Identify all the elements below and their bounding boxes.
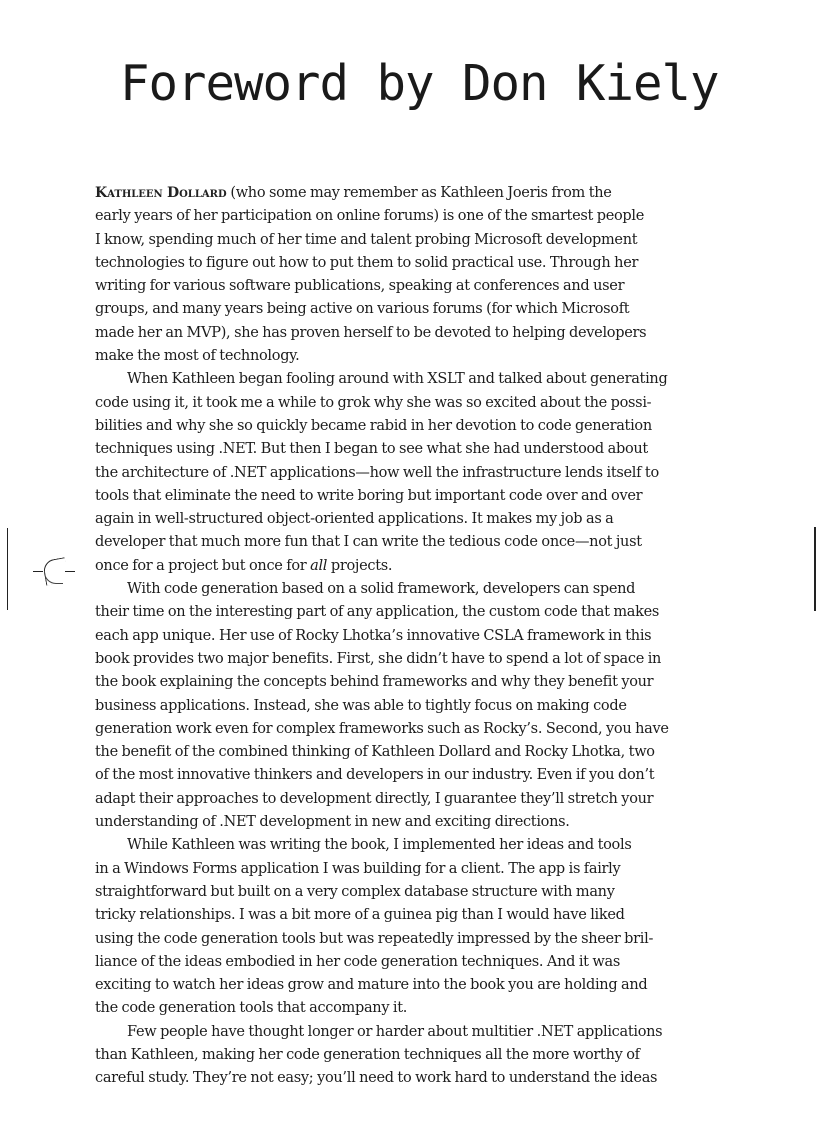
paragraph <box>95 182 695 368</box>
text-line <box>95 555 695 578</box>
text-line <box>95 368 695 391</box>
text-run: of the most innovative thinkers and developers in our industry. Even if you don’t <box>95 767 655 784</box>
paragraph <box>95 578 695 834</box>
text-line <box>95 182 695 205</box>
text-run: writing for various software publications, speaking at conferences and user <box>95 278 625 295</box>
text-run: make the most of technology. <box>95 348 300 365</box>
text-run: careful study. They’re not easy; you’ll need to work hard to understand the ideas <box>95 1070 658 1087</box>
text-line <box>95 625 695 648</box>
text-run: exciting to watch her ideas grow and mature into the book you are holding and <box>95 977 648 994</box>
text-line <box>95 438 695 461</box>
text-run: the architecture of .NET applications—how well the infrastructure lends itself to <box>95 464 659 481</box>
text-run: liance of the ideas embodied in her code generation techniques. And it was <box>95 953 621 970</box>
text-run: While Kathleen was writing the book, I implemented her ideas and tools <box>127 837 632 854</box>
text-run: techniques using .NET. But then I began to see what she had understood about <box>95 441 648 458</box>
text-run: generation work even for complex frameworks such as Rocky’s. Second, you have <box>95 720 669 737</box>
text-line <box>95 485 695 508</box>
text-line <box>95 601 695 624</box>
text-line <box>95 974 695 997</box>
text-run: tricky relationships. I was a bit more of a guinea pig than I would have liked <box>95 907 625 924</box>
text-run: the benefit of the combined thinking of Kathleen Dollard and Rocky Lhotka, two <box>95 744 655 761</box>
text-line <box>95 415 695 438</box>
lead-in-name: Kathleen Dollard <box>95 185 227 201</box>
text-line <box>95 392 695 415</box>
text-run: groups, and many years being active on various forums (for which Microsoft <box>95 301 630 318</box>
crop-mark-left <box>7 528 8 610</box>
text-run: understanding of .NET development in new and exciting directions. <box>95 814 570 831</box>
text-run: tools that eliminate the need to write boring but important code over and over <box>95 487 643 504</box>
text-run: the code generation tools that accompany it. <box>95 1000 408 1017</box>
text-line <box>95 648 695 671</box>
text-line <box>95 298 695 321</box>
text-run: made her an MVP), she has proven herself to be devoted to helping developers <box>95 324 647 341</box>
text-line <box>95 1021 695 1044</box>
text-run: When Kathleen began fooling around with XSLT and talked about generating <box>127 371 668 388</box>
foreword-body <box>95 182 695 1091</box>
text-line <box>95 252 695 275</box>
text-run: than Kathleen, making her code generation techniques all the more worthy of <box>95 1046 640 1063</box>
text-line <box>95 928 695 951</box>
text-line <box>95 322 695 345</box>
text-run: technologies to figure out how to put them to solid practical use. Through her <box>95 254 639 271</box>
paragraph <box>95 368 695 578</box>
text-line <box>95 695 695 718</box>
text-line <box>95 858 695 881</box>
text-run: using the code generation tools but was repeatedly impressed by the sheer bril- <box>95 930 654 947</box>
text-line <box>95 718 695 741</box>
text-run: I know, spending much of her time and talent probing Microsoft development <box>95 231 638 248</box>
emphasis: all <box>310 557 328 574</box>
text-run: adapt their approaches to development directly, I guarantee they’ll stretch your <box>95 790 654 807</box>
text-line <box>95 834 695 857</box>
crop-mark-dash <box>65 571 75 572</box>
text-run: the book explaining the concepts behind frameworks and why they benefit your <box>95 674 654 691</box>
text-line <box>95 508 695 531</box>
text-run: (who some may remember as Kathleen Joeris from the <box>226 185 612 201</box>
text-line <box>95 462 695 485</box>
text-run: their time on the interesting part of any application, the custom code that makes <box>95 604 660 621</box>
paragraph <box>95 1021 695 1091</box>
crop-mark-dash <box>33 571 43 572</box>
text-line <box>95 1067 695 1090</box>
text-run: business applications. Instead, she was able to tightly focus on making code <box>95 697 627 714</box>
page-title: Foreword by Don Kiely <box>120 55 719 112</box>
text-line <box>95 764 695 787</box>
text-line <box>95 904 695 927</box>
text-line <box>95 345 695 368</box>
text-line <box>95 671 695 694</box>
text-line <box>95 811 695 834</box>
text-run: With code generation based on a solid framework, developers can spend <box>127 581 636 598</box>
text-run: once for a project but once for <box>95 557 311 574</box>
text-run: each app unique. Her use of Rocky Lhotka’s innovative CSLA framework in this <box>95 627 652 644</box>
text-line <box>95 275 695 298</box>
text-line <box>95 578 695 601</box>
text-line <box>95 205 695 228</box>
paragraph <box>95 834 695 1020</box>
text-run: bilities and why she so quickly became rabid in her devotion to code generation <box>95 417 652 434</box>
text-line <box>95 881 695 904</box>
text-line <box>95 951 695 974</box>
text-run: projects. <box>327 557 393 574</box>
text-run: developer that much more fun that I can write the tedious code once—not just <box>95 534 642 551</box>
text-run: again in well-structured object-oriented applications. It makes my job as a <box>95 511 614 528</box>
text-run: straightforward but built on a very complex database structure with many <box>95 883 615 900</box>
text-line <box>95 741 695 764</box>
text-run: in a Windows Forms application I was building for a client. The app is fairly <box>95 860 621 877</box>
text-line <box>95 788 695 811</box>
text-line <box>95 997 695 1020</box>
text-line <box>95 229 695 252</box>
text-line <box>95 1044 695 1067</box>
text-run: code using it, it took me a while to grok why she was so excited about the possi- <box>95 394 652 411</box>
text-line <box>95 531 695 554</box>
text-run: book provides two major benefits. First, she didn’t have to spend a lot of space in <box>95 650 662 667</box>
text-run: Few people have thought longer or harder about multitier .NET applications <box>127 1023 663 1040</box>
text-run: early years of her participation on online forums) is one of the smartest people <box>95 208 645 225</box>
